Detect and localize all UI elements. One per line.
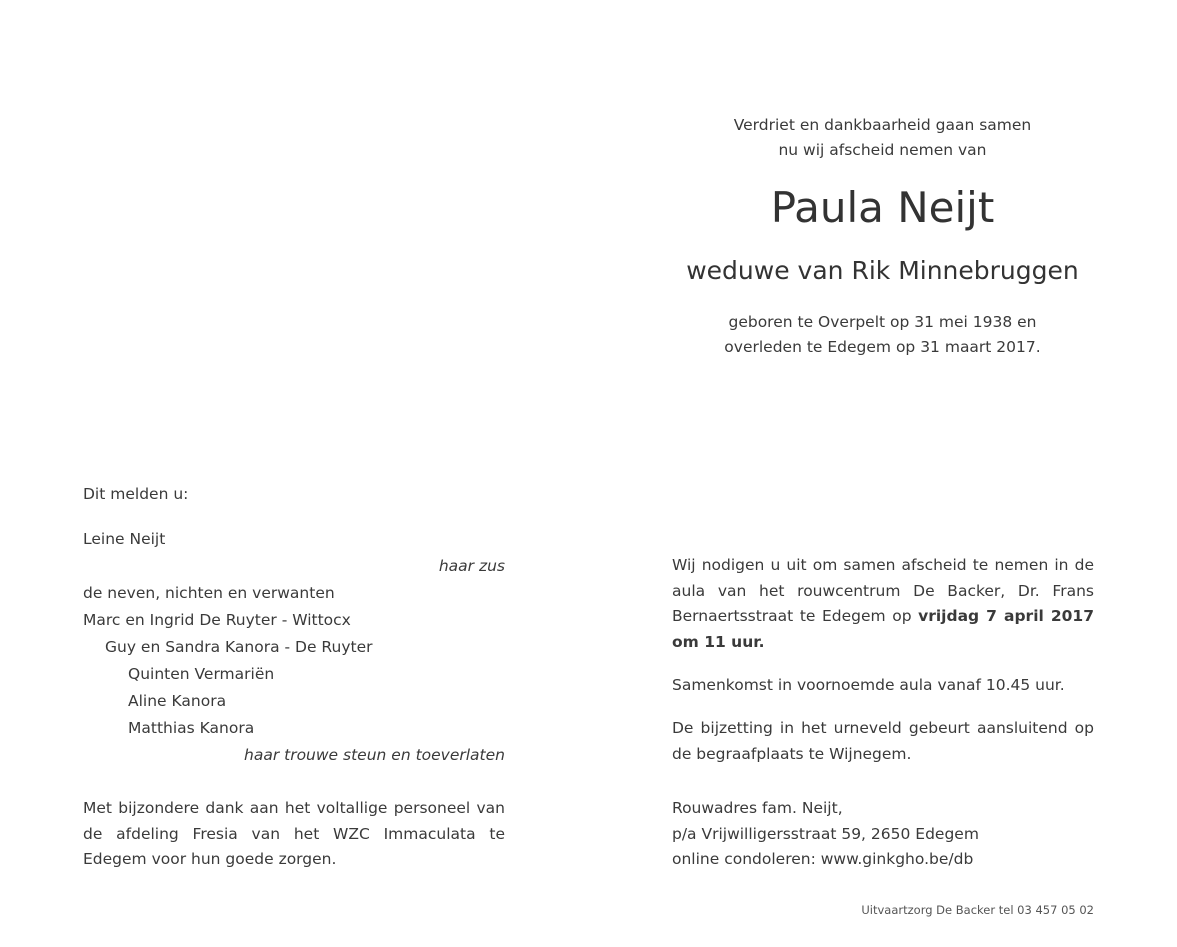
family-member: Guy en Sandra Kanora - De Ruyter xyxy=(105,638,373,656)
family-member: Marc en Ingrid De Ruyter - Wittocx xyxy=(83,611,351,629)
invitation-paragraph xyxy=(672,553,1094,655)
mourning-address xyxy=(672,796,1094,873)
deceased-name: Paula Neijt xyxy=(770,183,995,232)
invitation-date: vrijdag 7 april 2017 om 11 uur. xyxy=(672,607,1094,651)
address-line-1: Rouwadres fam. Neijt, xyxy=(672,799,843,817)
sister-role: haar zus xyxy=(438,557,505,575)
family-section xyxy=(83,481,505,508)
family-member: Aline Kanora xyxy=(128,692,227,710)
intro-line-1: Verdriet en dankbaarheid gaan samen xyxy=(733,116,1032,134)
spouse-line: weduwe van Rik Minnebruggen xyxy=(686,256,1079,285)
death-line: overleden te Edegem op 31 maart 2017. xyxy=(724,338,1041,356)
burial-paragraph: De bijzetting in het urneveld gebeurt aansluitend op de begraafplaats te Wijnegem. xyxy=(672,719,1094,763)
family-list xyxy=(83,526,505,769)
thanks-paragraph: Met bijzondere dank aan het voltallige personeel van de afdeling Fresia van het WZC Immaculata te Edegem voor hun goede zorgen. xyxy=(83,799,505,868)
address-line-2: p/a Vrijwilligersstraat 59, 2650 Edegem xyxy=(672,824,979,843)
intro-line-2: nu wij afscheid nemen van xyxy=(778,141,987,159)
condolence-line: online condoleren: www.ginkgho.be/db xyxy=(672,850,974,868)
relatives-line: de neven, nichten en verwanten xyxy=(83,584,335,602)
sister-name: Leine Neijt xyxy=(83,530,166,548)
gathering-line: Samenkomst in voornoemde aula vanaf 10.45 uur. xyxy=(672,676,1065,694)
family-member: Matthias Kanora xyxy=(128,719,255,737)
life-dates xyxy=(665,310,1100,360)
family-member: Quinten Vermariën xyxy=(128,665,275,683)
intro-text xyxy=(665,113,1100,163)
footer-credit: Uitvaartzorg De Backer tel 03 457 05 02 xyxy=(861,903,1094,917)
members-role: haar trouwe steun en toeverlaten xyxy=(244,746,505,764)
birth-line: geboren te Overpelt op 31 mei 1938 en xyxy=(728,313,1037,331)
announce-line: Dit melden u: xyxy=(83,485,189,503)
invitation-text: Wij nodigen u uit om samen afscheid te nemen in de aula van het rouwcentrum De Backer, Dr. Frans Bernaertsstraat te Edegem op xyxy=(672,556,1094,625)
